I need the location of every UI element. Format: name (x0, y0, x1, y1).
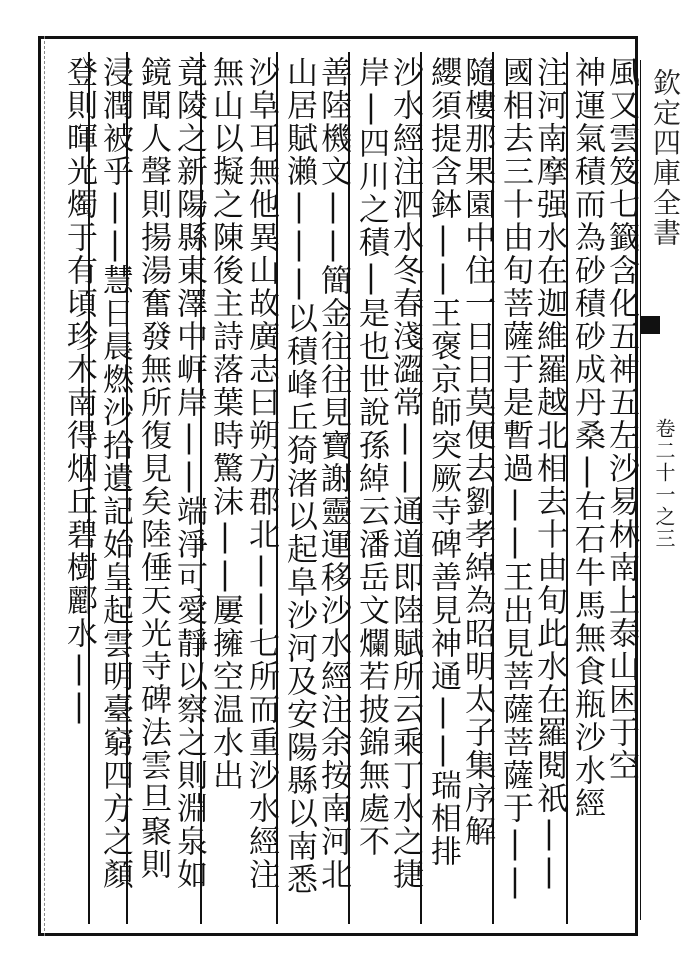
text-column: 神運氣積而為砂積砂成丹桑|右石牛馬無食瓶沙水經 (569, 56, 605, 820)
gutter-volume: 卷二十一之三 (652, 418, 676, 550)
text-column: 岸|四川之積|是也世說孫綽云潘岳文爛若披錦無處不 (353, 56, 389, 858)
text-column: 善陸機文||簡金往往見寶謝靈運移沙水經注余按南河北 (315, 56, 351, 891)
gutter-title: 欽定四庫全書 (649, 68, 682, 248)
text-column: 沙水經注泗水冬春淺澀常||通道即陸賦所云乘丁水之捷 (387, 56, 423, 891)
text-column: 沙阜耳無他異山故廣志曰朔方郡北||七所而重沙水經注 (243, 56, 279, 891)
binding-edge (44, 36, 46, 936)
text-column: 登則暉光燭于有頃珍木南得烟丘碧樹酈水|| (61, 56, 97, 726)
text-column: 纓須提含鉢||王褒京師突厥寺碑善見神通||瑞相排 (425, 56, 461, 868)
text-column: 國相去三十由旬菩薩于是暫過||王出見菩薩菩薩于|| (497, 56, 533, 901)
text-column: 鏡聞人聲則揚湯奮發無所復見矣陸倕天光寺碑法雲旦聚則 (135, 56, 171, 881)
text-column: 風又雲笈七籤含化五神五左沙易林南上泰山困于空 (603, 56, 639, 782)
text-column: 山居賦瀨|||以積峰丘猗渚以起阜沙河及安陽縣以南悉 (281, 56, 317, 896)
text-column: 無山以擬之陳後主詩落葉時驚沫||屢擁空温水出 (207, 56, 243, 792)
text-column: 隨樓那果園中住一日日莫便去劉孝綽為昭明太子集序解 (459, 56, 495, 848)
text-column: 浸潤被乎||慧日晨燃沙拾遺記始皇起雲明臺窮四方之顏 (97, 56, 133, 891)
text-column: 注河南摩强水在迦維羅越北相去十由旬此水在羅閱祇|| (531, 56, 567, 891)
text-column: 竟陵之新陽縣東澤中㟁岸||端淨可愛靜以察之則淵泉如 (171, 56, 207, 891)
